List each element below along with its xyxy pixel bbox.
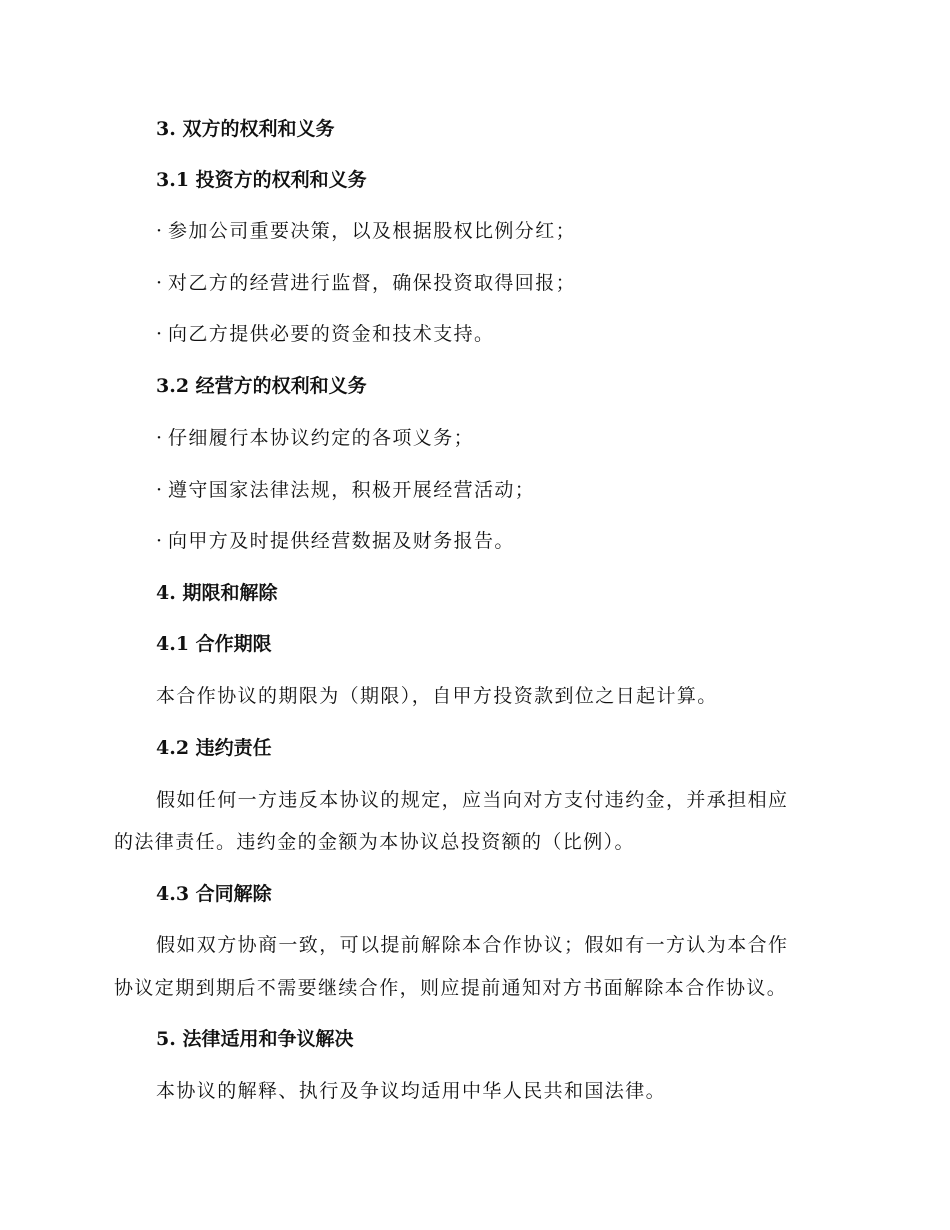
list-item [156,322,494,346]
bullet-icon: · [156,530,164,552]
list-item [156,271,576,295]
paragraph-4-1: 本合作协议的期限为（期限），自甲方投资款到位之日起计算。 [156,685,718,707]
list-item-text: 对乙方的经营进行监督，确保投资取得回报； [168,272,577,294]
subsection-heading-4-1: 4.1 合作期限 [156,633,272,655]
subsection-heading-3-1: 3.1 投资方的权利和义务 [156,169,367,191]
list-item-text: 仔细履行本协议约定的各项义务； [168,427,475,449]
subsection-heading-4-3: 4.3 合同解除 [156,883,272,905]
list-item [156,426,474,450]
bullet-icon: · [156,220,164,242]
section-heading-4: 4. 期限和解除 [156,582,278,604]
list-item-text: 参加公司重要决策，以及根据股权比例分红； [168,220,577,242]
list-item-text: 向乙方提供必要的资金和技术支持。 [168,323,495,345]
bullet-icon: · [156,479,164,501]
subsection-heading-4-2: 4.2 违约责任 [156,737,272,759]
list-item-text: 遵守国家法律法规，积极开展经营活动； [168,479,536,501]
paragraph-4-3-line-2: 协议定期到期后不需要继续合作，则应提前通知对方书面解除本合作协议。 [114,977,788,999]
section-heading-3: 3. 双方的权利和义务 [156,118,335,140]
list-item [156,478,535,502]
paragraph-4-2-line-1: 假如任何一方违反本协议的规定，应当向对方支付违约金，并承担相应 [156,789,789,811]
subsection-heading-3-2: 3.2 经营方的权利和义务 [156,375,367,397]
bullet-icon: · [156,272,164,294]
list-item [156,529,515,553]
paragraph-4-3-line-1: 假如双方协商一致，可以提前解除本合作协议；假如有一方认为本合作 [156,934,789,956]
list-item [156,219,576,243]
paragraph-4-2-line-2: 的法律责任。违约金的金额为本协议总投资额的（比例）。 [114,831,635,853]
section-heading-5: 5. 法律适用和争议解决 [156,1028,354,1050]
bullet-icon: · [156,427,164,449]
list-item-text: 向甲方及时提供经营数据及财务报告。 [168,530,515,552]
paragraph-5: 本协议的解释、执行及争议均适用中华人民共和国法律。 [156,1080,667,1102]
bullet-icon: · [156,323,164,345]
